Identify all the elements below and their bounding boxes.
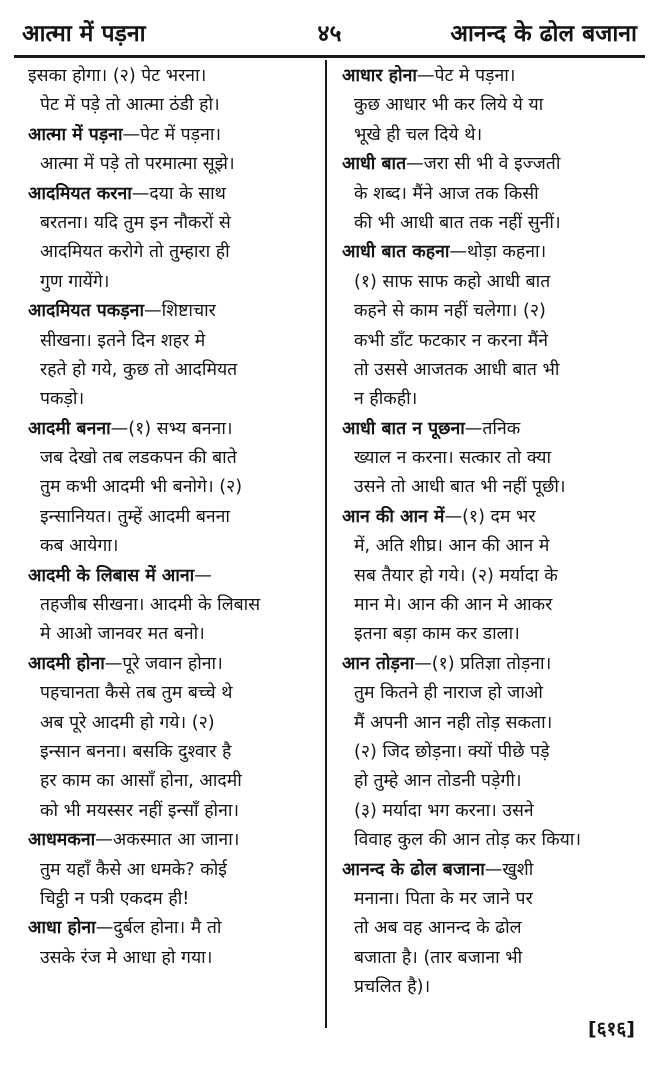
line-text: तुम कभी आदमी भी बनोगे। (२) <box>40 477 243 498</box>
line-text: (३) मर्यादा भग करना। उसने <box>354 800 534 821</box>
text-line <box>342 826 630 855</box>
text-line <box>342 797 630 826</box>
line-text: उसने तो आधी बात भी नहीं पूछी। <box>354 477 566 498</box>
headword: आधमकना <box>28 830 96 851</box>
line-text: —थोड़ा कहना। <box>449 242 547 263</box>
text-line <box>342 709 630 738</box>
text-line <box>342 532 630 561</box>
headword: आधा होना <box>28 918 96 939</box>
line-text: कब आयेगा। <box>40 536 119 557</box>
column-divider <box>325 60 327 1028</box>
text-line <box>342 591 630 620</box>
line-text: की भी आधी बात तक नहीं सुनीं। <box>354 212 561 233</box>
text-line <box>342 91 630 120</box>
text-line <box>28 944 318 973</box>
text-line <box>28 620 318 649</box>
folio-number: [६१६] <box>587 1018 635 1040</box>
entry-first-line <box>28 180 318 209</box>
text-line <box>342 327 630 356</box>
line-text: आदमियत करोगे तो तुम्हारा ही <box>40 242 230 263</box>
line-text: के शब्द। मैंने आज तक किसी <box>354 183 539 204</box>
line-text: सब तैयार हो गये। (२) मर्यादा के <box>354 565 558 586</box>
line-text: —(१) प्रतिज्ञा तोड़ना। <box>414 653 552 674</box>
line-text: मान मे। आन की आन मे आकर <box>354 595 553 616</box>
line-text: इन्सानियत। तुम्हें आदमी बनना <box>40 506 230 527</box>
line-text: भूखे ही चल दिये थे। <box>354 124 483 145</box>
line-text: —पूरे जवान होना। <box>104 653 223 674</box>
text-line <box>28 473 318 502</box>
text-line <box>28 150 318 179</box>
line-text: मे आओ जानवर मत बनो। <box>40 624 205 645</box>
headword: आदमी के लिबास में आना <box>28 565 195 586</box>
line-text: — <box>194 565 212 586</box>
line-text: —खुशी <box>484 859 534 880</box>
line-text: इन्सान बनना। बसकि दुश्वार है <box>40 741 232 762</box>
entry-first-line <box>28 415 318 444</box>
line-text: उसके रंज मे आधा हो गया। <box>40 947 213 968</box>
text-line <box>342 385 630 414</box>
text-line <box>28 209 318 238</box>
text-line <box>28 856 318 885</box>
line-text: तो उससे आजतक आधी बात भी <box>354 359 560 380</box>
line-text: पहचानता कैसे तब तुम बच्चे थे <box>40 683 233 704</box>
line-text: इसका होगा। (२) पेट भरना। <box>28 66 207 86</box>
line-text: —जरा सी भी वे इज्जती <box>406 154 561 175</box>
line-text: ख्याल न करना। सत्कार तो क्या <box>354 448 552 469</box>
text-line <box>342 121 630 150</box>
entry-first-line <box>342 62 630 91</box>
line-text: तो अब वह आनन्द के ढोल <box>354 918 522 939</box>
line-text: —दुर्बल होना। मै तो <box>95 918 222 939</box>
line-text: हो तुम्हे आन तोडनी पड़ेगी। <box>354 771 522 792</box>
line-text: सीखना। इतने दिन शहर मे <box>40 330 206 351</box>
headword: आदमियत पकड़ना <box>28 301 144 322</box>
text-line <box>342 268 630 297</box>
line-text: —तनिक <box>464 418 521 439</box>
line-text: तुम यहाँ कैसे आ धमके? कोई <box>40 859 227 880</box>
line-text: को भी मयस्सर नहीं इन्साँ होना। <box>40 800 240 821</box>
text-line <box>28 62 318 91</box>
entry-first-line <box>342 650 630 679</box>
line-text: में, अति शीघ्र। आन की आन मे <box>354 536 550 557</box>
header-rule <box>14 55 645 58</box>
text-line <box>28 532 318 561</box>
headword: आदमी बनना <box>28 418 111 439</box>
line-text: न हीकही। <box>354 389 418 410</box>
text-line <box>342 444 630 473</box>
text-line <box>28 238 318 267</box>
text-line <box>28 503 318 532</box>
line-text: तहजीब सीखना। आदमी के लिबास <box>40 595 261 616</box>
text-line <box>28 709 318 738</box>
entry-first-line <box>342 415 630 444</box>
line-text: (२) जिद छोड़ना। क्यों पीछे पड़े <box>354 741 550 762</box>
line-text: रहते हो गये, कुछ तो आदमियत <box>40 359 238 380</box>
line-text: —पेट में पड़ना। <box>122 124 222 145</box>
line-text: गुण गायेंगे। <box>40 271 110 292</box>
line-text: पकड़ो। <box>40 389 85 410</box>
text-line <box>342 914 630 943</box>
text-line <box>28 91 318 120</box>
line-text: अब पूरे आदमी हो गये। (२) <box>40 712 215 733</box>
header-right-guide-word: आनन्द के ढोल बजाना <box>450 21 637 47</box>
line-text: पेट में पड़े तो आत्मा ठंडी हो। <box>40 95 220 116</box>
line-text: आत्मा में पड़े तो परमात्मा सूझे। <box>40 154 235 175</box>
text-line <box>28 885 318 914</box>
entry-first-line <box>342 150 630 179</box>
text-line <box>342 297 630 326</box>
entry-first-line <box>28 297 318 326</box>
line-text: —(१) दम भर <box>444 506 536 527</box>
text-line <box>342 767 630 796</box>
line-text: इतना बड़ा काम कर डाला। <box>354 624 520 645</box>
line-text: विवाह कुल की आन तोड़ कर किया। <box>354 830 582 851</box>
text-line <box>342 562 630 591</box>
line-text: हर काम का आसाँ होना, आदमी <box>40 771 242 792</box>
text-line <box>342 679 630 708</box>
line-text: मनाना। पिता के मर जाने पर <box>354 888 533 909</box>
headword: आधी बात <box>342 154 407 175</box>
text-line <box>342 209 630 238</box>
line-text: बरतना। यदि तुम इन नौकरों से <box>40 212 231 233</box>
text-line <box>342 473 630 502</box>
entry-first-line <box>342 856 630 885</box>
headword: आत्मा में पड़ना <box>28 124 123 145</box>
entry-first-line <box>342 503 630 532</box>
entry-first-line <box>28 650 318 679</box>
entry-first-line <box>28 562 318 591</box>
text-line <box>28 738 318 767</box>
line-text: कहने से काम नहीं चलेगा। (२) <box>354 301 546 322</box>
text-line <box>28 327 318 356</box>
text-line <box>28 385 318 414</box>
line-text: —शिष्टाचार <box>144 301 216 322</box>
entry-first-line <box>28 914 318 943</box>
text-line <box>28 591 318 620</box>
line-text: जब देखो तब लडकपन की बाते <box>40 448 237 469</box>
text-line <box>28 356 318 385</box>
headword: आन की आन में <box>342 506 445 527</box>
entry-first-line <box>342 238 630 267</box>
text-line <box>342 620 630 649</box>
text-line <box>342 885 630 914</box>
header-left-guide-word: आत्मा में पड़ना <box>22 21 146 47</box>
text-line <box>28 444 318 473</box>
line-text: कुछ आधार भी कर लिये ये या <box>354 95 544 116</box>
headword: आधार होना <box>342 66 417 86</box>
text-line <box>342 944 630 973</box>
running-header <box>22 16 637 56</box>
text-line <box>28 679 318 708</box>
entry-first-line <box>28 826 318 855</box>
line-text: कभी डाँट फटकार न करना मैंने <box>354 330 549 351</box>
line-text: (१) साफ साफ कहो आधी बात <box>354 271 551 292</box>
line-text: प्रचलित है)। <box>354 977 431 998</box>
headword: आदमी होना <box>28 653 105 674</box>
line-text: चिट्ठी न पत्री एकदम ही! <box>40 888 190 909</box>
text-line <box>342 180 630 209</box>
line-text: —दया के साथ <box>131 183 226 204</box>
right-column <box>342 62 630 1003</box>
line-text: —अकस्मात आ जाना। <box>95 830 240 851</box>
left-column <box>28 62 318 973</box>
text-line <box>342 356 630 385</box>
text-line <box>342 973 630 1002</box>
text-line <box>28 268 318 297</box>
headword: आधी बात कहना <box>342 242 450 263</box>
text-line <box>28 767 318 796</box>
entry-first-line <box>28 121 318 150</box>
headword: आधी बात न पूछना <box>342 418 465 439</box>
line-text: बजाता है। (तार बजाना भी <box>354 947 523 968</box>
headword: आनन्द के ढोल बजाना <box>342 859 485 880</box>
line-text: —पेट मे पड़ना। <box>416 66 516 86</box>
line-text: —(१) सभ्य बनना। <box>110 418 233 439</box>
line-text: मैं अपनी आन नही तोड़ सकता। <box>354 712 553 733</box>
text-line <box>28 797 318 826</box>
headword: आन तोड़ना <box>342 653 415 674</box>
headword: आदमियत करना <box>28 183 132 204</box>
line-text: तुम कितने ही नाराज हो जाओ <box>354 683 543 704</box>
header-page-number: ४५ <box>317 21 342 47</box>
text-line <box>342 738 630 767</box>
